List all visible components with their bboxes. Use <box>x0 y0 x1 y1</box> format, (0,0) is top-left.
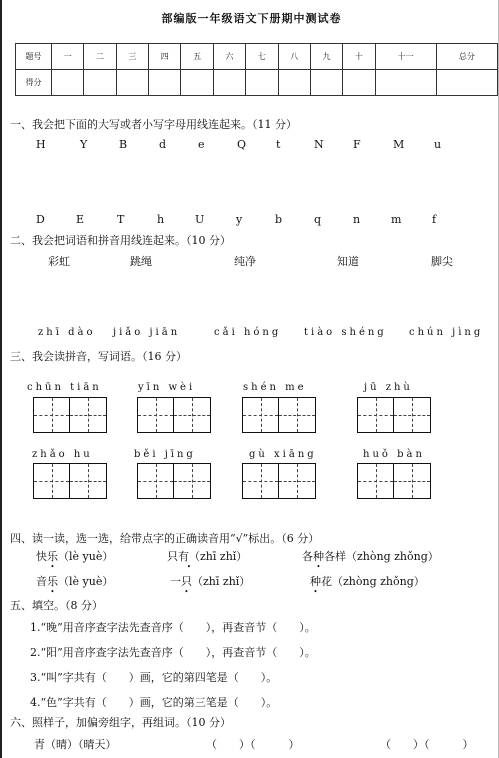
reading-item[interactable] <box>170 573 250 589</box>
score-input-cell[interactable] <box>375 70 436 96</box>
section-6-heading: 六、照样子，加偏旁组字，再组词。（10 分） <box>10 716 231 729</box>
word-item[interactable]: 彩虹 <box>48 255 70 268</box>
write-pinyin: gù xiāng <box>249 449 317 460</box>
letter-item[interactable]: d <box>159 138 167 151</box>
letter-item[interactable]: B <box>119 138 128 151</box>
letter-item[interactable]: q <box>314 213 322 226</box>
answer-blank[interactable]: （ ）（ ） <box>206 738 300 751</box>
pinyin-item[interactable]: chún jìng <box>409 327 484 338</box>
writing-grid[interactable] <box>242 463 316 499</box>
letter-item[interactable]: n <box>353 213 361 226</box>
letter-item[interactable]: t <box>276 138 281 151</box>
score-header-cell: 十 <box>343 44 375 70</box>
reading-item[interactable] <box>167 548 247 564</box>
pinyin-item[interactable]: jiǎo jiān <box>113 327 181 338</box>
write-pinyin: zhǎo hu <box>32 449 93 460</box>
score-header-cell: 二 <box>84 44 116 70</box>
reading-options: （lè yuè） <box>58 550 114 563</box>
reading-options: （zhī zhǐ） <box>189 550 248 563</box>
letter-item[interactable]: D <box>36 213 45 226</box>
reading-item[interactable] <box>36 573 113 589</box>
section-2-heading: 二、我会把词语和拼音用线连起来。（10 分） <box>10 234 231 247</box>
dotted-char: 乐 <box>47 550 58 563</box>
score-header-cell: 三 <box>116 44 148 70</box>
write-pinyin: jū zhù <box>364 382 413 393</box>
letter-item[interactable]: y <box>236 213 243 226</box>
score-input-cell[interactable] <box>213 70 245 96</box>
score-header-cell: 十一 <box>375 44 436 70</box>
score-input-cell[interactable] <box>84 70 116 96</box>
letter-item[interactable]: T <box>117 213 125 226</box>
letter-item[interactable]: U <box>195 213 205 226</box>
score-header-cell: 题号 <box>16 44 52 70</box>
fill-item[interactable]: 3.“叫”字共有（ ）画，它的第四笔是（ ）。 <box>30 671 278 684</box>
reading-options: （lè yuè） <box>58 575 114 588</box>
score-header-cell: 九 <box>310 44 342 70</box>
score-input-cell[interactable] <box>181 70 213 96</box>
writing-grid[interactable] <box>242 397 316 433</box>
score-header-cell: 七 <box>246 44 278 70</box>
letter-item[interactable]: Q <box>237 138 247 151</box>
reading-options: 花（zhòng zhǒng） <box>321 575 425 588</box>
letter-item[interactable]: m <box>391 213 402 226</box>
dotted-char: 只 <box>181 575 192 588</box>
letter-item[interactable]: h <box>157 213 165 226</box>
dotted-char: 种 <box>313 550 324 563</box>
write-pinyin: běi jīng <box>134 449 196 460</box>
reading-text: 音 <box>36 575 47 588</box>
reading-text: 快 <box>36 550 47 563</box>
fill-item[interactable]: 2.“阳”用音序查字法先查音序（ ），再查音节（ ）。 <box>30 646 316 659</box>
word-item[interactable]: 跳绳 <box>130 255 152 268</box>
pinyin-item[interactable]: tiào shéng <box>304 327 387 338</box>
answer-blank[interactable]: （ ）（ ） <box>380 738 474 751</box>
score-table <box>15 43 498 96</box>
reading-options: 各样（zhòng zhǒng） <box>324 550 439 563</box>
fill-item[interactable]: 1.“晚”用音序查字法先查音序（ ），再查音节（ ）。 <box>30 621 316 634</box>
score-header-cell: 八 <box>278 44 310 70</box>
score-header-cell: 五 <box>181 44 213 70</box>
score-input-cell[interactable] <box>149 70 181 96</box>
score-input-cell[interactable] <box>310 70 342 96</box>
letter-item[interactable]: N <box>314 138 324 151</box>
writing-grid[interactable] <box>357 463 431 499</box>
writing-grid[interactable] <box>137 463 211 499</box>
score-input-cell[interactable] <box>278 70 310 96</box>
dotted-char: 种 <box>310 575 321 588</box>
exam-title: 部编版一年级语文下册期中测试卷 <box>161 12 342 25</box>
letter-item[interactable]: F <box>353 138 361 151</box>
writing-grid[interactable] <box>357 397 431 433</box>
score-input-cell[interactable] <box>116 70 148 96</box>
word-item[interactable]: 脚尖 <box>431 255 453 268</box>
section-5-heading: 五、填空。（8 分） <box>10 599 103 612</box>
score-input-cell[interactable] <box>343 70 375 96</box>
letter-item[interactable]: b <box>275 213 283 226</box>
score-table-score-row <box>16 70 498 96</box>
dotted-char: 乐 <box>47 575 58 588</box>
section-4-heading: 四、读一读，选一选，给带点字的正确读音用“√”标出。（6 分） <box>10 532 320 545</box>
score-input-cell[interactable] <box>246 70 278 96</box>
reading-text: 只有 <box>167 550 189 563</box>
pinyin-item[interactable]: cǎi hóng <box>214 327 282 338</box>
reading-text: 各 <box>302 550 313 563</box>
letter-item[interactable]: f <box>432 213 437 226</box>
writing-grid[interactable] <box>33 463 107 499</box>
reading-item[interactable] <box>36 548 113 564</box>
word-item[interactable]: 纯净 <box>234 255 256 268</box>
score-header-cell: 总分 <box>436 44 497 70</box>
section-1-heading: 一、我会把下面的大写或者小写字母用线连起来。（11 分） <box>10 118 297 131</box>
letter-item[interactable]: Y <box>80 138 88 151</box>
write-pinyin: chūn tiān <box>27 382 102 393</box>
writing-grid[interactable] <box>137 397 211 433</box>
score-input-cell[interactable] <box>52 70 84 96</box>
letter-item[interactable]: H <box>36 138 46 151</box>
score-table-header-row <box>16 44 498 70</box>
score-header-cell: 四 <box>149 44 181 70</box>
score-header-cell: 六 <box>213 44 245 70</box>
reading-text: 一 <box>170 575 181 588</box>
score-label-cell: 得分 <box>16 70 52 96</box>
word-item[interactable]: 知道 <box>337 255 359 268</box>
letter-item[interactable]: u <box>434 138 442 151</box>
section-3-heading: 三、我会读拼音，写词语。（16 分） <box>10 350 187 363</box>
write-pinyin: shén me <box>243 382 307 393</box>
fill-item[interactable]: 4.“色”字共有（ ）画，它的第三笔是（ ）。 <box>30 696 278 709</box>
write-pinyin: huǒ bàn <box>363 449 425 460</box>
reading-item[interactable] <box>302 548 439 564</box>
letter-item[interactable]: E <box>76 213 85 226</box>
letter-item[interactable]: e <box>198 138 205 151</box>
score-header-cell: 一 <box>52 44 84 70</box>
pinyin-item[interactable]: zhī dào <box>38 327 96 338</box>
write-pinyin: yīn wèi <box>138 382 196 393</box>
reading-options: （zhī zhǐ） <box>192 575 251 588</box>
score-input-cell[interactable] <box>436 70 497 96</box>
example-item: 青（晴）（晴天） <box>34 738 117 751</box>
reading-item[interactable] <box>310 573 425 589</box>
letter-item[interactable]: M <box>393 138 405 151</box>
writing-grid[interactable] <box>33 397 107 433</box>
